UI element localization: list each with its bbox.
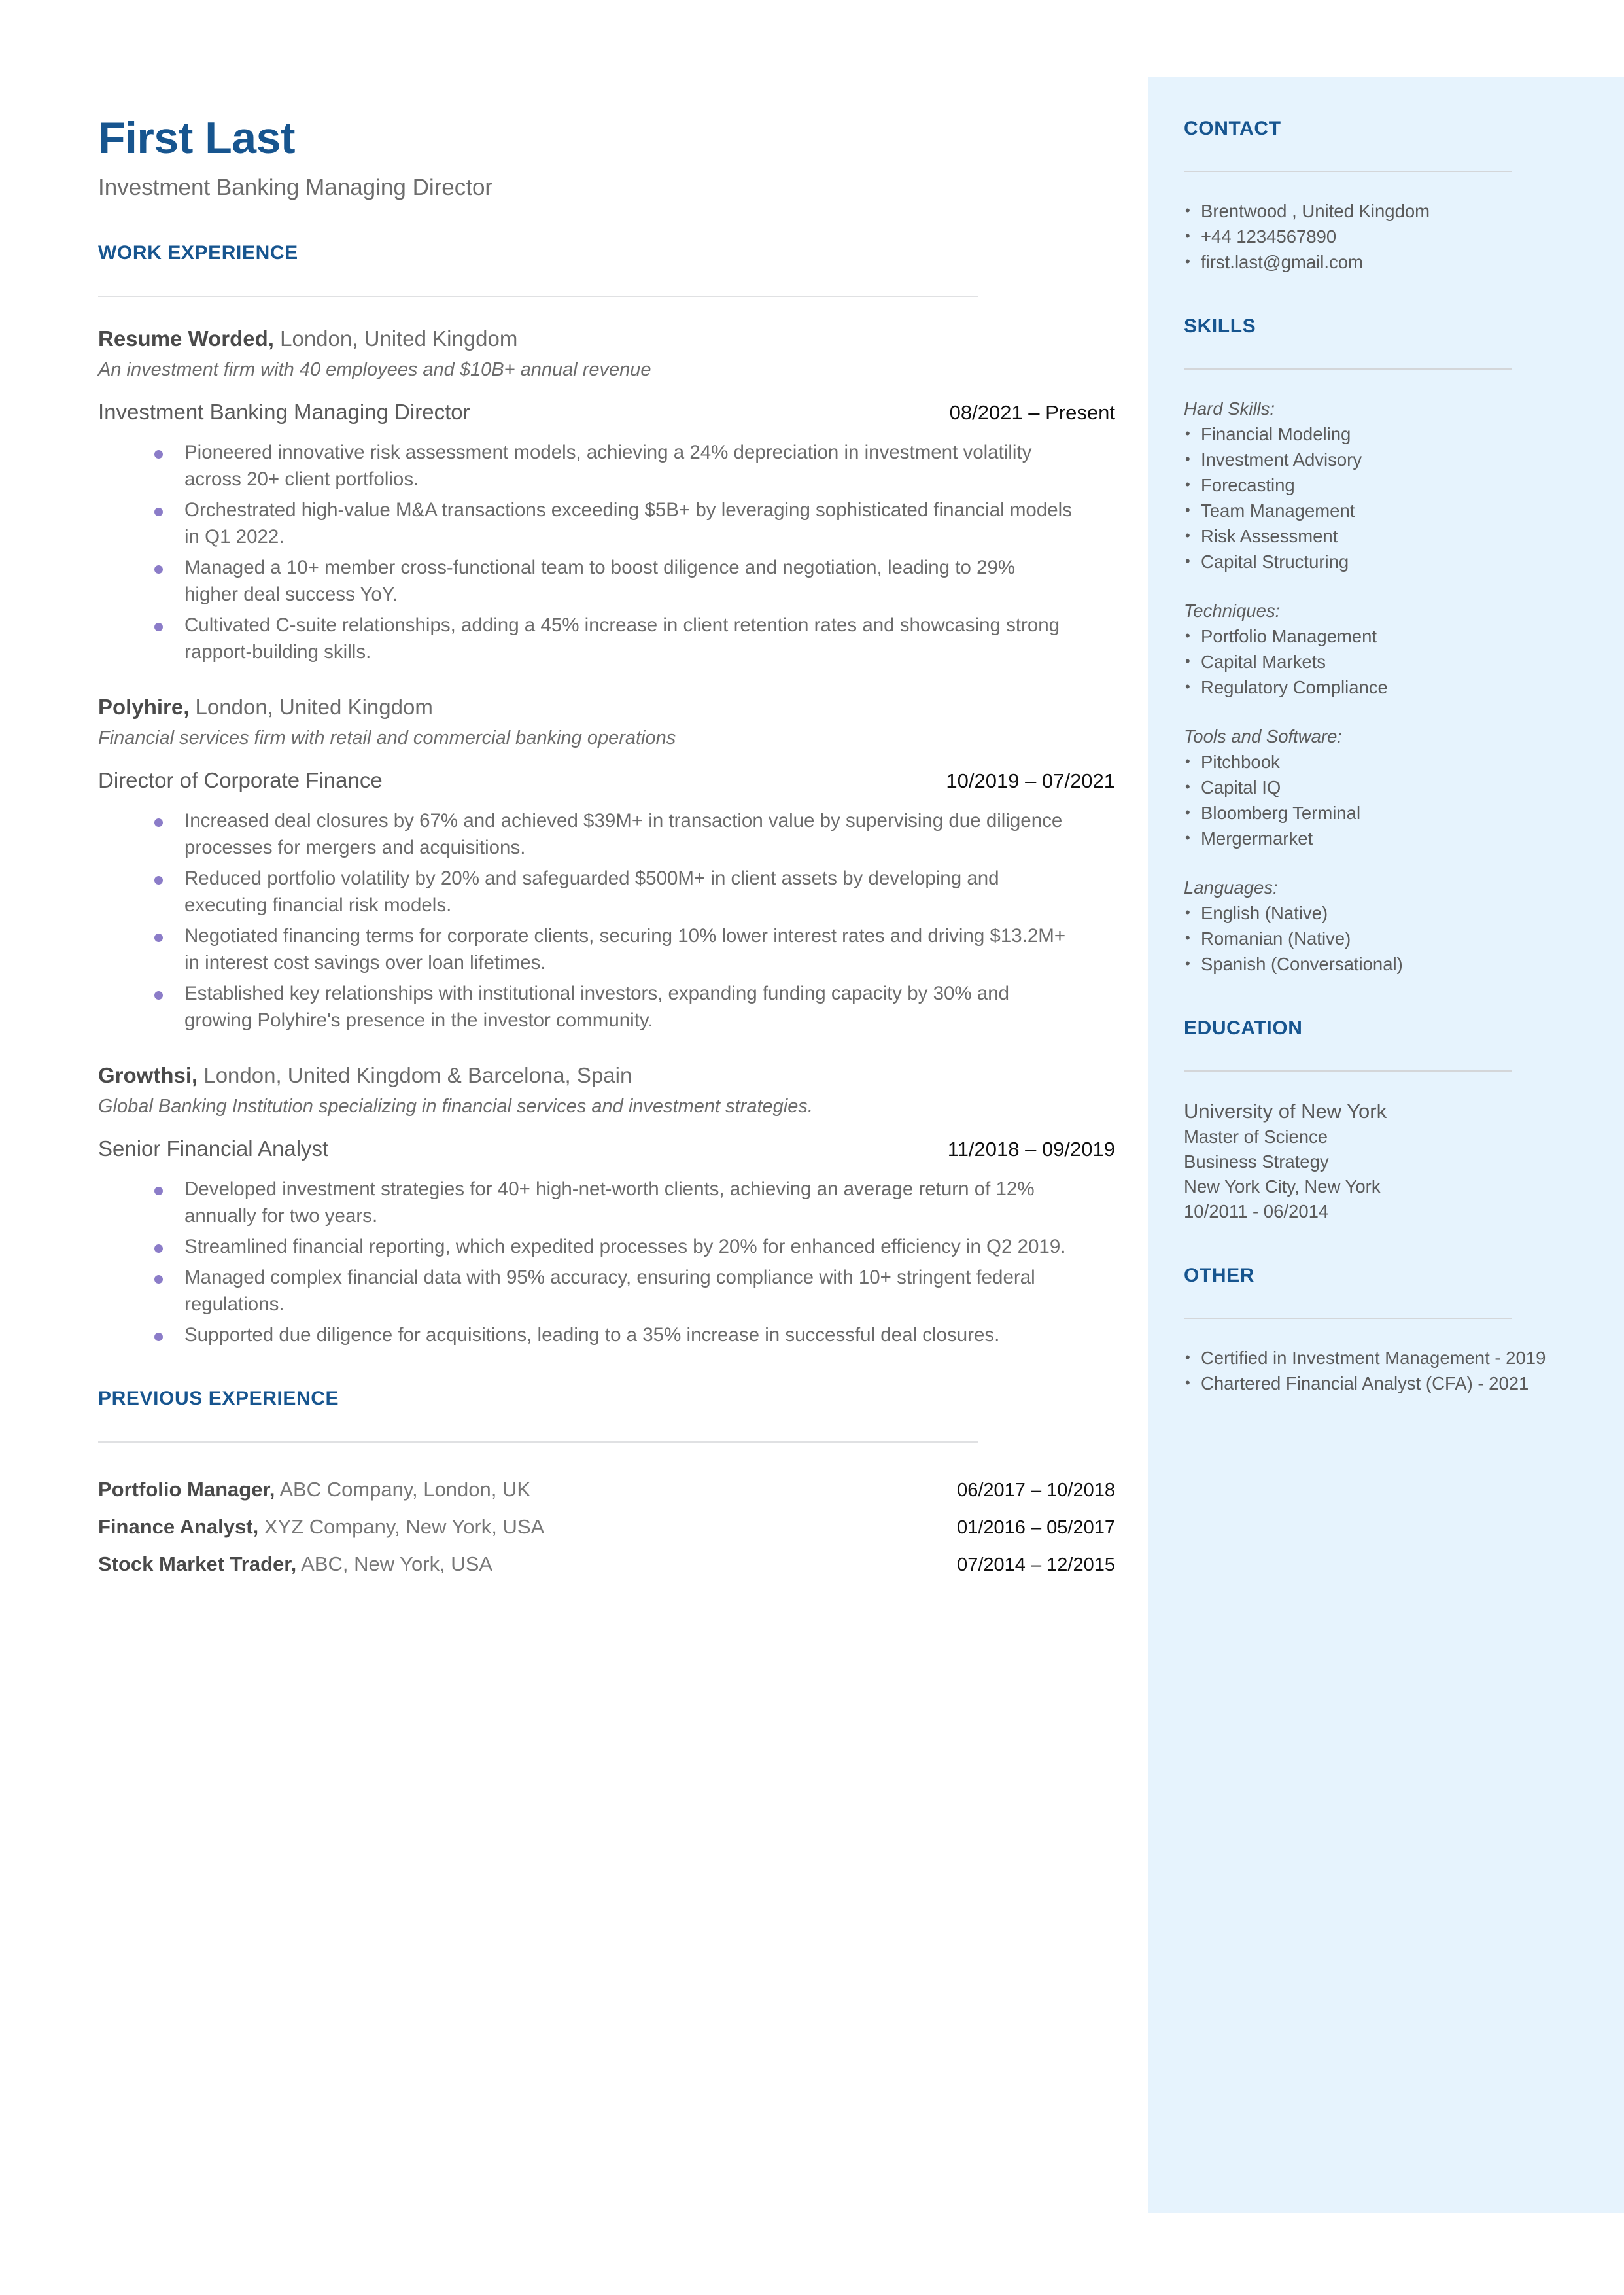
job-dates: 10/2019 – 07/2021: [946, 769, 1115, 792]
job-company-name: Resume Worded,: [98, 326, 274, 351]
education-field: Business Strategy: [1184, 1151, 1329, 1172]
sidebar-column: [1184, 77, 1550, 1396]
contact-item[interactable]: • first.last@gmail.com: [1184, 249, 1550, 275]
previous-experience-detail: ABC, New York, USA: [296, 1552, 493, 1575]
sidebar-divider: [1184, 1070, 1512, 1072]
other-item: • Chartered Financial Analyst (CFA) - 2021: [1184, 1371, 1550, 1396]
job-bullet: Cultivated C-suite relationships, adding a 45% increase in client retention rates and showcasing strong rapport-building skills.: [150, 612, 1073, 665]
previous-experience-row: [98, 1509, 1115, 1546]
job-bullet: Streamlined financial reporting, which expedited processes by 20% for enhanced efficiency in Q2 2019.: [150, 1233, 1073, 1260]
skill-item: • Mergermarket: [1184, 826, 1550, 851]
previous-experience-row: [98, 1471, 1115, 1509]
job-company-description: Global Banking Institution specializing in financial services and investment strategies.: [98, 1096, 813, 1117]
section-heading-work-experience: WORK EXPERIENCE: [98, 242, 298, 264]
skill-group: [1184, 875, 1550, 977]
job-bullet-list: [98, 439, 1073, 665]
skill-item: • Risk Assessment: [1184, 523, 1550, 549]
other-list: [1184, 1345, 1550, 1396]
skill-group-label: Languages:: [1184, 877, 1278, 898]
other-item: • Certified in Investment Management - 2019: [1184, 1345, 1550, 1371]
previous-experience-list: [98, 1471, 1118, 1583]
job-bullet: Established key relationships with institutional investors, expanding funding capacity by 30% and growing Polyhire's presence in the investor community.: [150, 980, 1073, 1034]
job-title: Director of Corporate Finance: [98, 768, 383, 792]
job-dates: 08/2021 – Present: [949, 401, 1115, 424]
skill-item: • Investment Advisory: [1184, 447, 1550, 472]
job-company-description: Financial services firm with retail and commercial banking operations: [98, 727, 676, 748]
sidebar-heading-contact: CONTACT: [1184, 118, 1281, 139]
education-degree: Master of Science: [1184, 1127, 1328, 1147]
job-company-description: An investment firm with 40 employees and $10B+ annual revenue: [98, 359, 651, 380]
previous-experience-detail: ABC Company, London, UK: [275, 1478, 531, 1501]
skill-group-label: Hard Skills:: [1184, 398, 1275, 419]
skill-item: • Capital IQ: [1184, 775, 1550, 800]
skill-item: • Pitchbook: [1184, 749, 1550, 775]
previous-experience-title: Finance Analyst,: [98, 1515, 259, 1538]
sidebar-heading-education: EDUCATION: [1184, 1017, 1303, 1039]
job-company-name: Polyhire,: [98, 695, 190, 719]
skill-item: • Regulatory Compliance: [1184, 674, 1550, 700]
section-heading-previous-experience: PREVIOUS EXPERIENCE: [98, 1388, 339, 1409]
previous-experience-title: Portfolio Manager,: [98, 1478, 275, 1501]
job-company: [98, 324, 1118, 353]
previous-experience-role: [98, 1546, 492, 1582]
main-column: [98, 0, 1118, 1583]
previous-experience-role: [98, 1509, 544, 1545]
job-company-name: Growthsi,: [98, 1063, 198, 1087]
job-title-row: [98, 398, 1115, 427]
previous-experience-row: [98, 1546, 1115, 1583]
job-dates: 11/2018 – 09/2019: [947, 1138, 1115, 1161]
education-location: New York City, New York: [1184, 1176, 1381, 1197]
skill-item: • Financial Modeling: [1184, 421, 1550, 447]
sidebar-divider: [1184, 171, 1512, 172]
skill-item: • English (Native): [1184, 900, 1550, 926]
job-bullet: Managed a 10+ member cross-functional team to boost diligence and negotiation, leading to 29% higher deal success YoY.: [150, 554, 1073, 608]
job-bullet: Negotiated financing terms for corporate clients, securing 10% lower interest rates and driving $13.2M+ in interest cost savings over loan lifetimes.: [150, 922, 1073, 976]
job-bullet: Supported due diligence for acquisitions, leading to a 35% increase in successful deal closures.: [150, 1322, 1073, 1348]
job-title: Investment Banking Managing Director: [98, 400, 470, 424]
skill-group: [1184, 396, 1550, 574]
skill-item: • Capital Structuring: [1184, 549, 1550, 574]
skill-item: • Bloomberg Terminal: [1184, 800, 1550, 826]
skill-item: • Forecasting: [1184, 472, 1550, 498]
section-divider: [98, 1441, 978, 1443]
skill-group-label: Techniques:: [1184, 601, 1281, 621]
previous-experience-title: Stock Market Trader,: [98, 1552, 297, 1575]
skills-list: [1184, 396, 1550, 977]
skill-group-items: [1184, 421, 1550, 574]
previous-experience-dates: 07/2014 – 12/2015: [957, 1554, 1115, 1575]
sidebar-divider: [1184, 1318, 1512, 1319]
education-school: University of New York: [1184, 1100, 1387, 1123]
skill-group: [1184, 598, 1550, 700]
job-bullet: Managed complex financial data with 95% accuracy, ensuring compliance with 10+ stringent federal regulations.: [150, 1264, 1073, 1318]
skill-group-items: [1184, 749, 1550, 851]
job-title-row: [98, 1134, 1115, 1164]
skill-item: • Romanian (Native): [1184, 926, 1550, 951]
job-title: Senior Financial Analyst: [98, 1136, 329, 1161]
work-experience-entry: [98, 324, 1118, 665]
job-company: [98, 1061, 1118, 1090]
previous-experience-dates: 06/2017 – 10/2018: [957, 1480, 1115, 1501]
skill-item: • Team Management: [1184, 498, 1550, 523]
page-title: First Last: [98, 113, 296, 163]
previous-experience-role: [98, 1471, 530, 1507]
contact-item[interactable]: • Brentwood , United Kingdom: [1184, 198, 1550, 224]
work-experience-entry: [98, 1061, 1118, 1348]
job-company-location: London, United Kingdom & Barcelona, Spain: [198, 1063, 632, 1087]
job-bullet: Increased deal closures by 67% and achieved $39M+ in transaction value by supervising due diligence processes for mergers and acquisitions.: [150, 807, 1073, 861]
skill-group: [1184, 724, 1550, 851]
skill-item: • Capital Markets: [1184, 649, 1550, 674]
job-company-location: London, United Kingdom: [273, 326, 518, 351]
job-bullet: Developed investment strategies for 40+ high-net-worth clients, achieving an average return of 12% annually for two years.: [150, 1176, 1073, 1229]
job-company: [98, 693, 1118, 722]
sidebar-heading-other: OTHER: [1184, 1265, 1254, 1286]
skill-group-items: [1184, 623, 1550, 700]
work-experience-list: [98, 324, 1118, 1348]
previous-experience-detail: XYZ Company, New York, USA: [258, 1515, 545, 1538]
job-subtitle: Investment Banking Managing Director: [98, 175, 493, 200]
work-experience-entry: [98, 693, 1118, 1034]
skill-item: • Portfolio Management: [1184, 623, 1550, 649]
job-bullet-list: [98, 807, 1073, 1034]
job-title-row: [98, 766, 1115, 796]
job-bullet-list: [98, 1176, 1073, 1348]
skill-group-items: [1184, 900, 1550, 977]
contact-list: [1184, 198, 1550, 275]
job-bullet: Pioneered innovative risk assessment models, achieving a 24% depreciation in investment volatility across 20+ client portfolios.: [150, 439, 1073, 493]
contact-item[interactable]: • +44 1234567890: [1184, 224, 1550, 249]
skill-item: • Spanish (Conversational): [1184, 951, 1550, 977]
job-company-location: London, United Kingdom: [189, 695, 433, 719]
education-entry: [1184, 1098, 1550, 1224]
education-dates: 10/2011 - 06/2014: [1184, 1201, 1329, 1221]
sidebar-heading-skills: SKILLS: [1184, 315, 1256, 337]
job-bullet: Reduced portfolio volatility by 20% and safeguarded $500M+ in client assets by developing and executing financial risk models.: [150, 865, 1073, 919]
job-bullet: Orchestrated high-value M&A transactions exceeding $5B+ by leveraging sophisticated financial models in Q1 2022.: [150, 497, 1073, 550]
section-divider: [98, 296, 978, 297]
previous-experience-dates: 01/2016 – 05/2017: [957, 1517, 1115, 1538]
sidebar-divider: [1184, 368, 1512, 370]
skill-group-label: Tools and Software:: [1184, 726, 1343, 746]
